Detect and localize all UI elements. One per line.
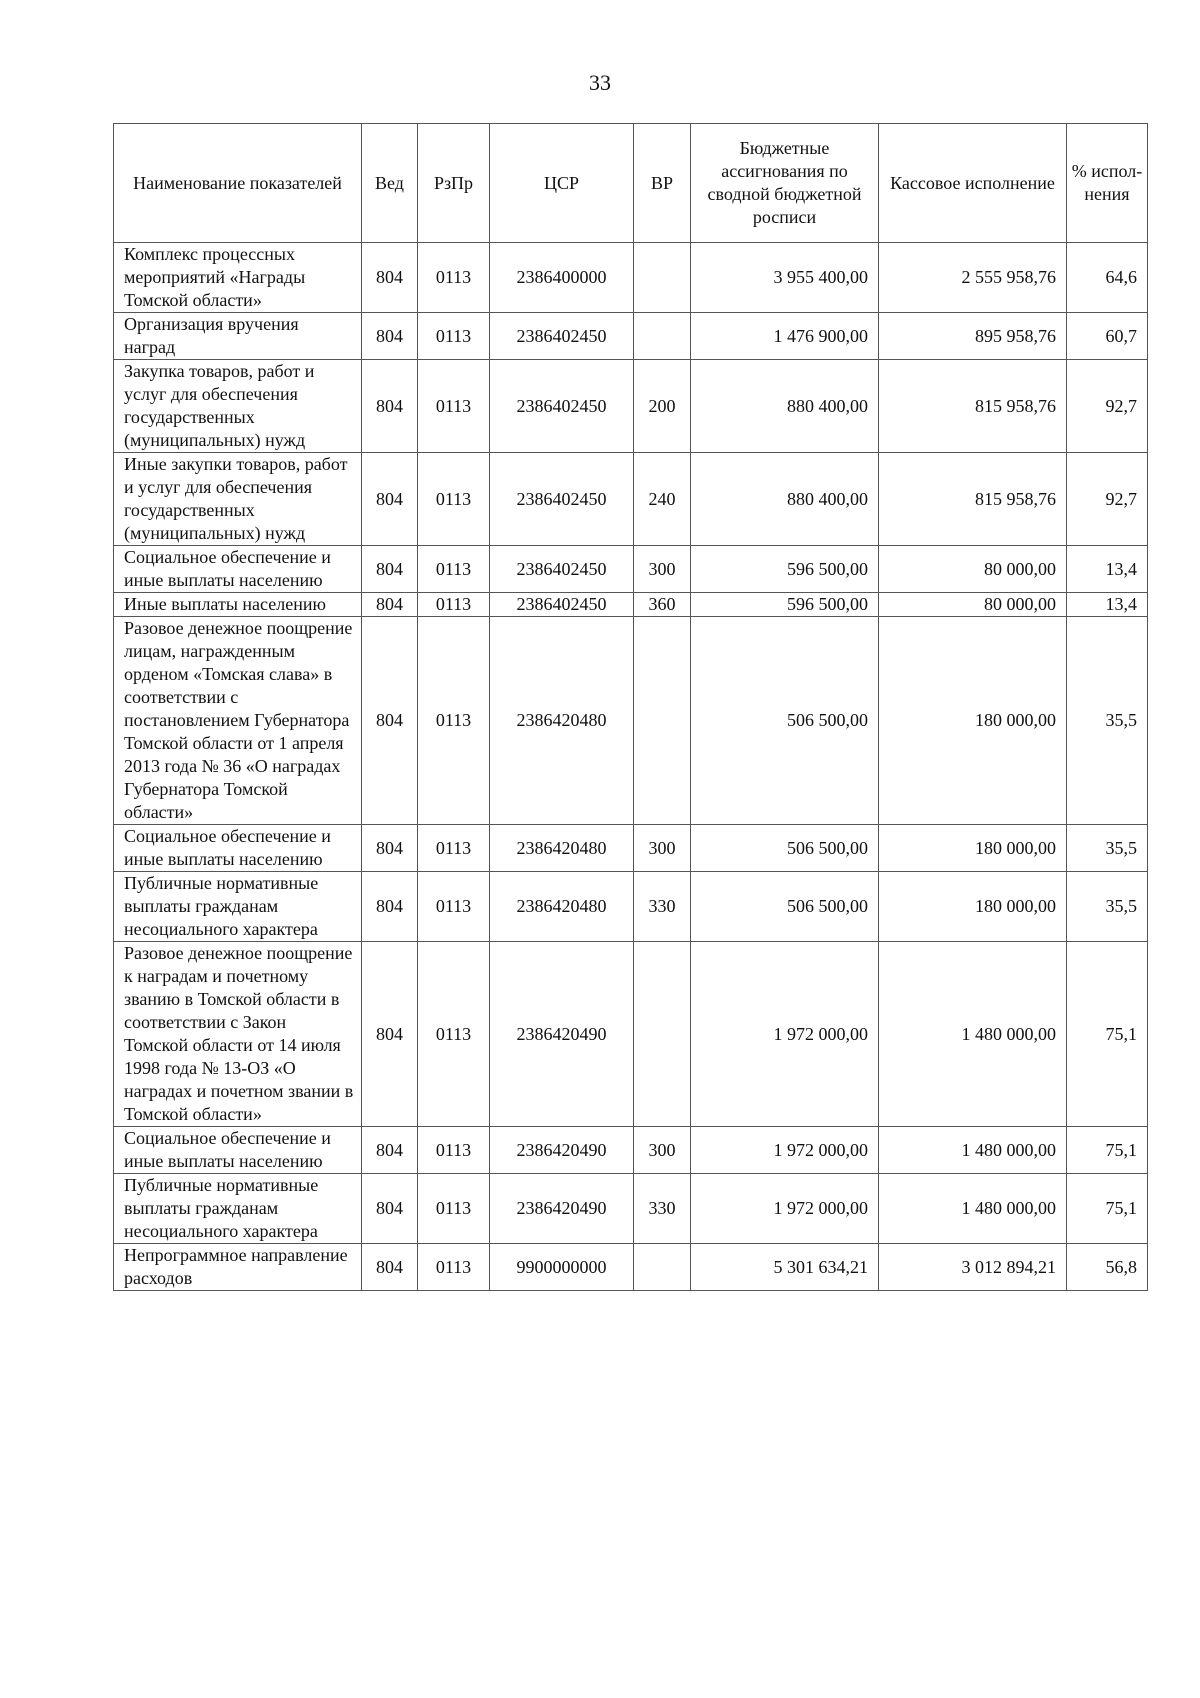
cell-name: Непрограммное направление расходов <box>114 1244 362 1291</box>
table-row <box>114 453 1148 546</box>
cell-percent-execution: 64,6 <box>1067 243 1148 313</box>
cell-cash-execution: 80 000,00 <box>879 593 1067 617</box>
cell-ved: 804 <box>362 1244 418 1291</box>
cell-cash-execution: 180 000,00 <box>879 825 1067 872</box>
cell-assignments: 880 400,00 <box>691 360 879 453</box>
cell-assignments: 506 500,00 <box>691 617 879 825</box>
cell-percent-execution: 60,7 <box>1067 313 1148 360</box>
cell-assignments: 506 500,00 <box>691 825 879 872</box>
cell-csr: 2386420490 <box>490 942 634 1127</box>
cell-vr <box>634 617 691 825</box>
cell-ved: 804 <box>362 546 418 593</box>
header-assignments: Бюджетные ассигнования по сводной бюджетной росписи <box>691 124 879 243</box>
cell-vr: 300 <box>634 825 691 872</box>
cell-assignments: 5 301 634,21 <box>691 1244 879 1291</box>
cell-csr: 2386402450 <box>490 593 634 617</box>
cell-assignments: 1 972 000,00 <box>691 942 879 1127</box>
cell-ved: 804 <box>362 825 418 872</box>
cell-percent-execution: 92,7 <box>1067 453 1148 546</box>
cell-csr: 2386420490 <box>490 1127 634 1174</box>
cell-name: Социальное обеспечение и иные выплаты населению <box>114 1127 362 1174</box>
cell-csr: 2386402450 <box>490 313 634 360</box>
table-header-row <box>114 124 1148 243</box>
cell-rzpr: 0113 <box>418 453 490 546</box>
cell-ved: 804 <box>362 453 418 546</box>
cell-name: Закупка товаров, работ и услуг для обеспечения государственных (муниципальных) нужд <box>114 360 362 453</box>
cell-csr: 2386402450 <box>490 453 634 546</box>
table-row <box>114 313 1148 360</box>
cell-vr <box>634 1244 691 1291</box>
cell-rzpr: 0113 <box>418 1174 490 1244</box>
cell-rzpr: 0113 <box>418 942 490 1127</box>
table-row <box>114 360 1148 453</box>
cell-name: Социальное обеспечение и иные выплаты населению <box>114 825 362 872</box>
table-row <box>114 825 1148 872</box>
cell-cash-execution: 1 480 000,00 <box>879 1174 1067 1244</box>
cell-name: Социальное обеспечение и иные выплаты населению <box>114 546 362 593</box>
cell-assignments: 1 476 900,00 <box>691 313 879 360</box>
cell-ved: 804 <box>362 942 418 1127</box>
cell-vr <box>634 942 691 1127</box>
cell-percent-execution: 75,1 <box>1067 1127 1148 1174</box>
cell-rzpr: 0113 <box>418 593 490 617</box>
cell-vr <box>634 243 691 313</box>
cell-vr: 330 <box>634 872 691 942</box>
cell-name: Разовое денежное поощрение к наградам и почетному званию в Томской области в соответствии с Закон Томской области от 14 июля 1998 года № 13-ОЗ «О наградах и почетном звании в Томской области» <box>114 942 362 1127</box>
cell-percent-execution: 13,4 <box>1067 593 1148 617</box>
cell-cash-execution: 815 958,76 <box>879 453 1067 546</box>
cell-csr: 2386420480 <box>490 825 634 872</box>
cell-csr: 9900000000 <box>490 1244 634 1291</box>
cell-name: Разовое денежное поощрение лицам, награжденным орденом «Томская слава» в соответствии с постановлением Губернатора Томской области от 1 апреля 2013 года № 36 «О наградах Губернатора Томской области» <box>114 617 362 825</box>
cell-cash-execution: 1 480 000,00 <box>879 942 1067 1127</box>
cell-ved: 804 <box>362 1127 418 1174</box>
cell-vr: 300 <box>634 546 691 593</box>
cell-ved: 804 <box>362 593 418 617</box>
cell-assignments: 1 972 000,00 <box>691 1174 879 1244</box>
cell-rzpr: 0113 <box>418 872 490 942</box>
cell-csr: 2386402450 <box>490 546 634 593</box>
header-cash-execution: Кассовое исполнение <box>879 124 1067 243</box>
cell-percent-execution: 75,1 <box>1067 1174 1148 1244</box>
table-row <box>114 243 1148 313</box>
table-row <box>114 942 1148 1127</box>
cell-vr: 240 <box>634 453 691 546</box>
header-csr: ЦСР <box>490 124 634 243</box>
cell-cash-execution: 3 012 894,21 <box>879 1244 1067 1291</box>
cell-cash-execution: 180 000,00 <box>879 872 1067 942</box>
cell-vr <box>634 313 691 360</box>
cell-name: Публичные нормативные выплаты гражданам несоциального характера <box>114 872 362 942</box>
header-name: Наименование показателей <box>114 124 362 243</box>
cell-name: Организация вручения наград <box>114 313 362 360</box>
cell-percent-execution: 13,4 <box>1067 546 1148 593</box>
cell-percent-execution: 35,5 <box>1067 825 1148 872</box>
cell-cash-execution: 895 958,76 <box>879 313 1067 360</box>
table-row <box>114 593 1148 617</box>
cell-rzpr: 0113 <box>418 1127 490 1174</box>
cell-assignments: 880 400,00 <box>691 453 879 546</box>
cell-name: Иные закупки товаров, работ и услуг для обеспечения государственных (муниципальных) нужд <box>114 453 362 546</box>
cell-vr: 360 <box>634 593 691 617</box>
header-rzpr: РзПр <box>418 124 490 243</box>
cell-cash-execution: 80 000,00 <box>879 546 1067 593</box>
cell-ved: 804 <box>362 243 418 313</box>
header-ved: Вед <box>362 124 418 243</box>
cell-csr: 2386400000 <box>490 243 634 313</box>
table-row <box>114 1244 1148 1291</box>
cell-percent-execution: 75,1 <box>1067 942 1148 1127</box>
table-row <box>114 1174 1148 1244</box>
cell-vr: 200 <box>634 360 691 453</box>
cell-vr: 330 <box>634 1174 691 1244</box>
cell-rzpr: 0113 <box>418 617 490 825</box>
cell-csr: 2386420480 <box>490 872 634 942</box>
cell-rzpr: 0113 <box>418 546 490 593</box>
cell-cash-execution: 1 480 000,00 <box>879 1127 1067 1174</box>
budget-table <box>113 123 1148 1291</box>
cell-rzpr: 0113 <box>418 243 490 313</box>
table-row <box>114 546 1148 593</box>
cell-rzpr: 0113 <box>418 360 490 453</box>
cell-cash-execution: 180 000,00 <box>879 617 1067 825</box>
page-number: 33 <box>589 70 611 95</box>
cell-ved: 804 <box>362 872 418 942</box>
cell-ved: 804 <box>362 360 418 453</box>
cell-name: Комплекс процессных мероприятий «Награды Томской области» <box>114 243 362 313</box>
cell-rzpr: 0113 <box>418 825 490 872</box>
cell-csr: 2386402450 <box>490 360 634 453</box>
cell-assignments: 596 500,00 <box>691 546 879 593</box>
cell-cash-execution: 2 555 958,76 <box>879 243 1067 313</box>
cell-ved: 804 <box>362 617 418 825</box>
cell-assignments: 596 500,00 <box>691 593 879 617</box>
header-vr: ВР <box>634 124 691 243</box>
header-percent-execution: % испол-нения <box>1067 124 1148 243</box>
cell-csr: 2386420490 <box>490 1174 634 1244</box>
table-row <box>114 617 1148 825</box>
cell-percent-execution: 35,5 <box>1067 872 1148 942</box>
cell-assignments: 506 500,00 <box>691 872 879 942</box>
cell-ved: 804 <box>362 313 418 360</box>
cell-assignments: 3 955 400,00 <box>691 243 879 313</box>
table-row <box>114 1127 1148 1174</box>
cell-vr: 300 <box>634 1127 691 1174</box>
table-row <box>114 872 1148 942</box>
cell-percent-execution: 92,7 <box>1067 360 1148 453</box>
cell-rzpr: 0113 <box>418 313 490 360</box>
table-body <box>114 243 1148 1291</box>
cell-percent-execution: 56,8 <box>1067 1244 1148 1291</box>
cell-percent-execution: 35,5 <box>1067 617 1148 825</box>
cell-csr: 2386420480 <box>490 617 634 825</box>
cell-rzpr: 0113 <box>418 1244 490 1291</box>
cell-ved: 804 <box>362 1174 418 1244</box>
cell-cash-execution: 815 958,76 <box>879 360 1067 453</box>
cell-name: Иные выплаты населению <box>114 593 362 617</box>
cell-name: Публичные нормативные выплаты гражданам несоциального характера <box>114 1174 362 1244</box>
cell-assignments: 1 972 000,00 <box>691 1127 879 1174</box>
